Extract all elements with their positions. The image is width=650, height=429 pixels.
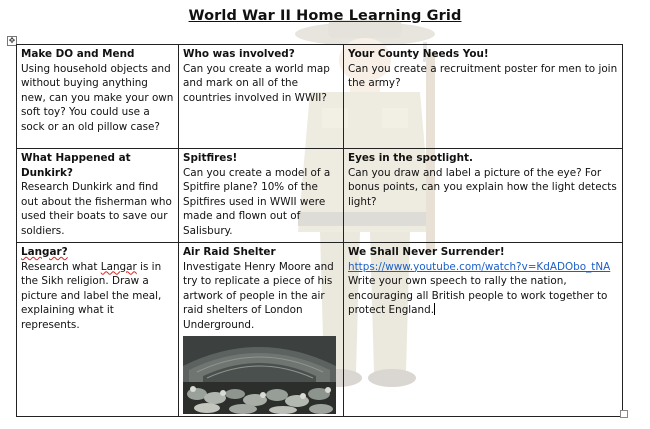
- grid-cell-spitfires[interactable]: [179, 149, 344, 243]
- grid-cell-eyes-in-the-spotlight[interactable]: [344, 149, 623, 243]
- table-resize-handle[interactable]: [620, 410, 628, 418]
- cell-heading: Your County Needs You!: [348, 48, 489, 60]
- grid-cell-who-was-involved[interactable]: [179, 45, 344, 149]
- grid-cell-your-county-needs-you[interactable]: [344, 45, 623, 149]
- grid-cell-make-do-and-mend[interactable]: [17, 45, 179, 149]
- cell-text: Investigate Henry Moore and try to replicate a piece of his artwork of people in the air raid shelters of London Underground.: [183, 260, 334, 331]
- grid-cell-dunkirk[interactable]: [17, 149, 179, 243]
- text-cursor: [434, 303, 435, 315]
- cell-text: Can you draw and label a picture of the eye? For bonus points, can you explain how the light detects light?: [348, 166, 617, 208]
- cell-heading: Air Raid Shelter: [183, 246, 276, 258]
- grid-cell-air-raid-shelter[interactable]: [179, 243, 344, 417]
- cell-text: Can you create a model of a Spitfire plane? 10% of the Spitfires used in WWII were made and flown out of Salisbury.: [183, 166, 331, 237]
- henry-moore-shelter-artwork-image[interactable]: [183, 336, 336, 414]
- table-move-handle-icon[interactable]: ✥: [8, 36, 16, 45]
- cell-heading: We Shall Never Surrender!: [348, 246, 505, 258]
- cell-heading: Spitfires!: [183, 152, 238, 164]
- cell-text: Can you create a recruitment poster for men to join the army?: [348, 62, 618, 90]
- cell-text-content: Write your own speech to rally the nation, encouraging all British people to work together to protect England.: [348, 275, 608, 317]
- grid-cell-langar[interactable]: [17, 243, 179, 417]
- cell-heading: Who was involved?: [183, 48, 295, 60]
- spelling-flagged-word: Langar: [100, 260, 137, 273]
- youtube-link[interactable]: https://www.youtube.com/watch?v=KdADObo_tNA: [348, 260, 611, 273]
- learning-grid-table: [16, 44, 623, 417]
- cell-heading: Langar?: [21, 246, 68, 258]
- cell-heading: Eyes in the spotlight.: [348, 152, 473, 164]
- cell-text: [21, 260, 174, 333]
- cell-text-end: is in the Sikh religion. Draw a picture and label the meal, explaining what it represents.: [21, 260, 162, 331]
- document-title: World War II Home Learning Grid: [188, 8, 462, 24]
- cell-heading: What Happened at Dunkirk?: [21, 152, 131, 179]
- cell-text: [348, 274, 618, 318]
- cell-text: Research Dunkirk and find out about the fisherman who used their boats to save our soldiers.: [21, 181, 172, 237]
- cell-text: Can you create a world map and mark on all of the countries involved in WWII?: [183, 62, 330, 104]
- grid-cell-we-shall-never-surrender[interactable]: [344, 243, 623, 417]
- cell-heading: Make DO and Mend: [21, 48, 135, 60]
- cell-text-start: Research what: [21, 260, 101, 273]
- cell-text: Using household objects and without buying anything new, can you make your own soft toy? You could use a sock or an old pillow case?: [21, 62, 174, 133]
